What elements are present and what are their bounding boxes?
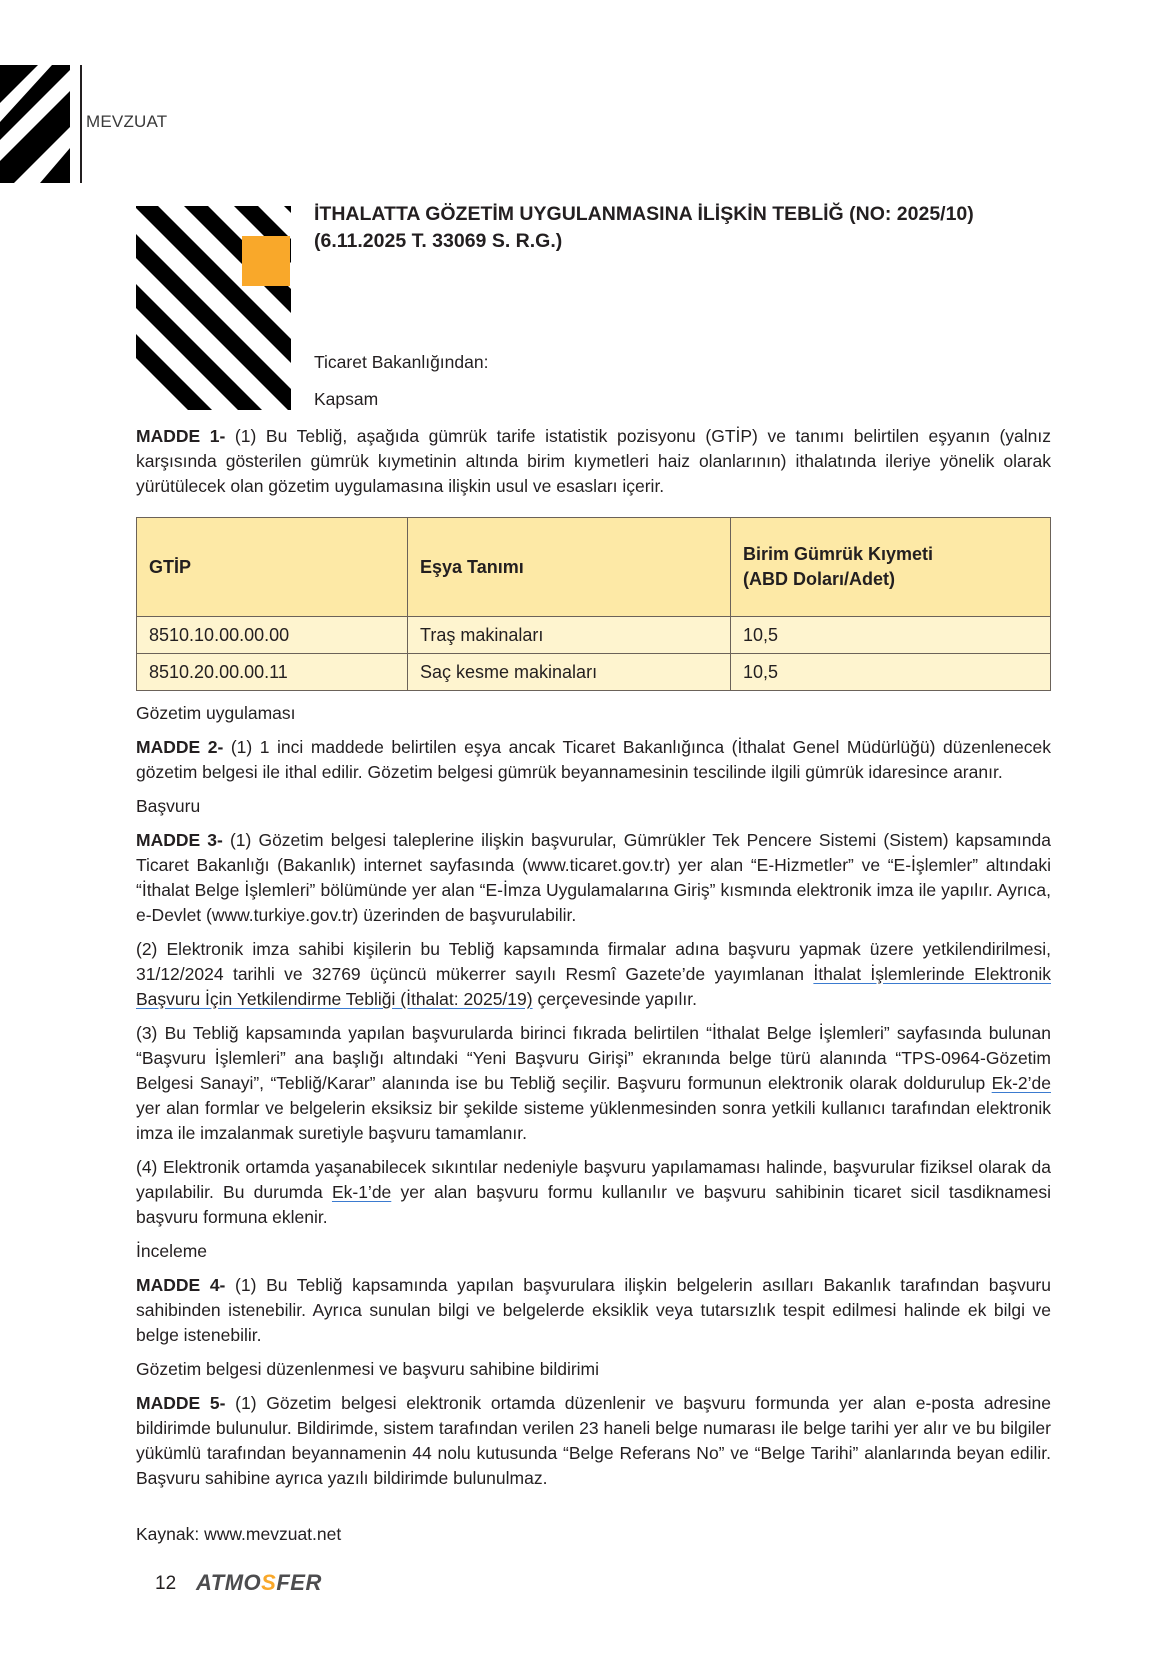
cell-unit-value: 10,5	[731, 617, 1051, 654]
article-3-p4: (4) Elektronik ortamda yaşanabilecek sıkıntılar nedeniyle başvuru yapılamaması halinde, başvurular fiziksel olarak da yapılabilir. Bu durumda Ek-1’de yer alan başvuru formu kullanılır ve başvuru sahibinin ticaret sicil tasdiknamesi başvuru formuna eklenir.	[136, 1157, 1051, 1227]
header-stripe-graphic	[0, 65, 70, 183]
heading-application: Başvuru	[136, 796, 201, 816]
article-2: MADDE 2- (1) 1 inci maddede belirtilen eşya ancak Ticaret Bakanlığınca (İthalat Genel Müdürlüğü) düzenlenecek gözetim belgesi ile ithal edilir. Gözetim belgesi gümrük beyannamesinin tescilinde ilgili gümrük idaresince aranır.	[136, 737, 1051, 782]
gtip-table	[136, 517, 1051, 691]
cell-unit-value: 10,5	[731, 654, 1051, 691]
header-divider	[80, 65, 82, 183]
authorization-communique-link[interactable]: İthalat İşlemlerinde Elektronik Başvuru İçin Yetkilendirme Tebliği (İthalat: 2025/19)	[136, 964, 1051, 1009]
article-1: MADDE 1- (1) Bu Tebliğ, aşağıda gümrük tarife istatistik pozisyonu (GTİP) ve tanımı belirtilen eşyanın (yalnız karşısında gösterilen gümrük kıymetinin altında birim kıymetleri haiz olanlarının) ithalatında ileriye yönelik olarak yürütülecek olan gözetim uygulamasına ilişkin usul ve esasları içerir.	[136, 426, 1051, 496]
heading-scope: Kapsam	[314, 389, 379, 409]
brand-logo: ATMOSFER	[196, 1570, 322, 1595]
article-3-p3: (3) Bu Tebliğ kapsamında yapılan başvurularda birinci fıkrada belirtilen “İthalat Belge İşlemleri” sayfasında bulunan “Başvuru İşlemleri” ana başlığı altındaki “Yeni Başvuru Girişi” ekranında belge türü alanında “TPS-0964-Gözetim Belgesi Sanayi”, “Tebliğ/Karar” alanında ise bu Tebliğ seçilir. Başvuru formunun elektronik olarak doldurulup Ek-2’de yer alan formlar ve belgelerin eksiksiz bir şekilde sisteme yüklenmesinden sonra yetkili kullanıcı tarafından elektronik imza ile imzalanmak suretiyle başvuru tamamlanır.	[136, 1023, 1051, 1143]
heading-review: İnceleme	[136, 1241, 208, 1261]
article-3-p1: MADDE 3- (1) Gözetim belgesi taleplerine ilişkin başvurular, Gümrükler Tek Pencere Sistemi (Sistem) kapsamında Ticaret Bakanlığı (Bakanlık) internet sayfasında (www.ticaret.gov.tr) yer alan “E-Hizmetler” ve “E-İşlemler” altındaki “İthalat Belge İşlemleri” bölümünde yer alan “E-İmza Uygulamalarına Giriş” kısmında elektronik imza ile yapılır. Ayrıca, e-Devlet (www.turkiye.gov.tr) üzerinden de başvurulabilir.	[136, 830, 1051, 925]
cell-gtip: 8510.20.00.00.11	[137, 654, 408, 691]
article-label: MADDE 4-	[136, 1275, 226, 1295]
table-row	[137, 617, 1051, 654]
article-label: MADDE 3-	[136, 830, 223, 850]
article-label: MADDE 5-	[136, 1393, 226, 1413]
column-header-description: Eşya Tanımı	[408, 518, 731, 617]
article-3-p2: (2) Elektronik imza sahibi kişilerin bu Tebliğ kapsamında firmalar adına başvuru yapmak üzere yetkilendirilmesi, 31/12/2024 tarihli ve 32769 üçüncü mükerrer sayılı Resmî Gazete’de yayımlanan İthalat İşlemlerinde Elektronik Başvuru İçin Yetkilendirme Tebliği (İthalat: 2025/19) çerçevesinde yapılır.	[136, 939, 1051, 1009]
table-row	[137, 654, 1051, 691]
title-line-2: (6.11.2025 T. 33069 S. R.G.)	[314, 230, 563, 252]
article-label: MADDE 1-	[136, 426, 226, 446]
table-header-row	[137, 518, 1051, 617]
article-4: MADDE 4- (1) Bu Tebliğ kapsamında yapılan başvurulara ilişkin belgelerin asılları Bakanlık tarafından başvuru sahibinden istenebilir. Ayrıca sunulan bilgi ve belgelerde eksiklik veya tutarsızlık tespit edilmesi halinde ek bilgi ve belge istenebilir.	[136, 1275, 1051, 1345]
title-line-1: İTHALATTA GÖZETİM UYGULANMASINA İLİŞKİN TEBLİĞ (NO: 2025/10)	[314, 203, 974, 225]
page-number: 12	[155, 1573, 177, 1594]
cell-description: Traş makinaları	[408, 617, 731, 654]
cell-description: Saç kesme makinaları	[408, 654, 731, 691]
heading-surveillance: Gözetim uygulaması	[136, 703, 296, 723]
column-header-unit-value: Birim Gümrük Kıymeti (ABD Doları/Adet)	[731, 518, 1051, 617]
annex-1-link[interactable]: Ek-1’de	[331, 1182, 392, 1202]
document-body	[136, 424, 1051, 1500]
heading-issuance: Gözetim belgesi düzenlenmesi ve başvuru sahibine bildirimi	[136, 1359, 600, 1379]
article-label: MADDE 2-	[136, 737, 224, 757]
annex-2-link[interactable]: Ek-2’de	[991, 1073, 1051, 1093]
article-5: MADDE 5- (1) Gözetim belgesi elektronik ortamda düzenlenir ve başvuru formunda yer alan e-posta adresine bildirimde bulunulur. Bildirimde, sistem tarafından verilen 23 haneli belge numarası ile belge tarihi yer alır ve bu bilgiler yükümlü tarafından beyannamenin 44 nolu kutusunda “Belge Referans No” ve “Belge Tarihi” alanlarında beyan edilir. Başvuru sahibine ayrıca yazılı bildirimde bulunulmaz.	[136, 1393, 1051, 1488]
section-label: MEVZUAT	[86, 112, 168, 131]
cell-gtip: 8510.10.00.00.00	[137, 617, 408, 654]
source-note: Kaynak: www.mevzuat.net	[136, 1524, 342, 1544]
document-title	[314, 201, 1054, 255]
column-header-gtip: GTİP	[137, 518, 408, 617]
orange-square-accent	[242, 236, 290, 286]
issuer: Ticaret Bakanlığından:	[314, 352, 489, 372]
